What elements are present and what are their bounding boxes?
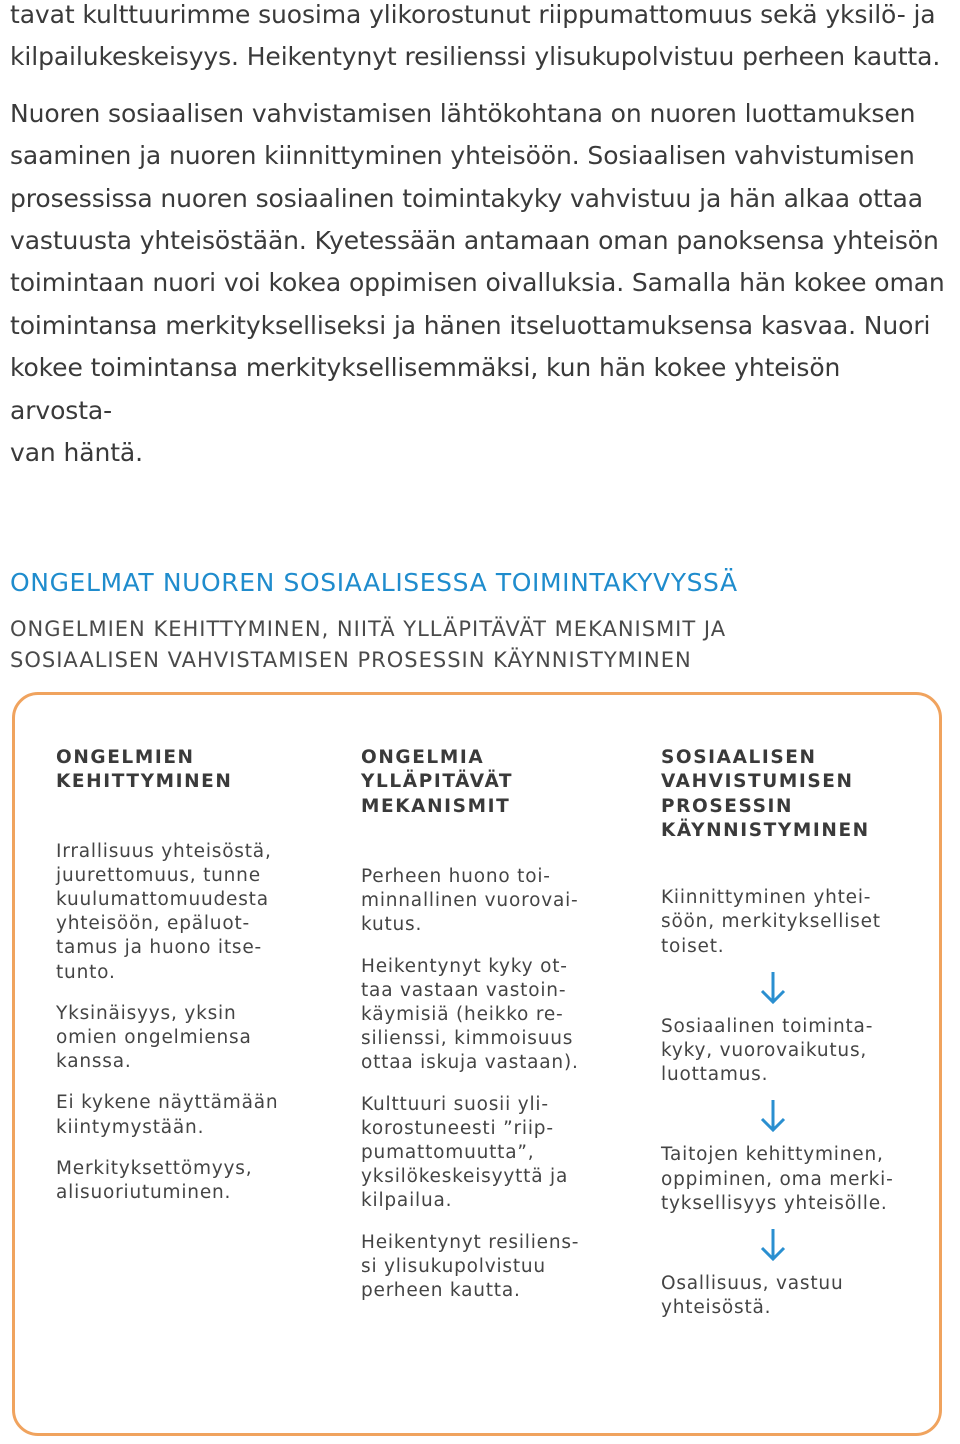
list-item	[661, 886, 926, 959]
item-line: kyky, vuorovaikutus,	[661, 1040, 868, 1061]
intro-paragraph-2	[10, 93, 950, 475]
intro-line: kilpailukeskeisyys. Heikentynyt resilienssi ylisukupolvistuu perheen kautta.	[10, 42, 941, 72]
intro-line: vastuusta yhteisöstään. Kyetessään antamaan oman panoksensa yhteisön	[10, 226, 939, 256]
intro-line: toimintaan nuori voi kokea oppimisen oivalluksia. Samalla hän kokee oman	[10, 268, 945, 298]
list-item	[361, 1093, 631, 1214]
intro-paragraph-1	[10, 0, 950, 79]
item-line: Yksinäisyys, yksin	[56, 1002, 237, 1024]
section-title: ONGELMAT NUOREN SOSIAALISESSA TOIMINTAKYVYSSÄ	[10, 568, 738, 597]
item-line: Kulttuuri suosii yli-	[361, 1093, 549, 1115]
item-line: tamus ja huono itse-	[56, 937, 262, 959]
list-item	[56, 840, 326, 985]
intro-line: kokee toimintansa merkityksellisemmäksi, kun hän kokee yhteisön arvosta-	[10, 353, 841, 425]
column-heading	[661, 746, 926, 843]
item-line: kiintymystään.	[56, 1116, 205, 1138]
heading-line: MEKANISMIT	[361, 795, 511, 817]
heading-line: VAHVISTUMISEN	[661, 771, 854, 793]
item-line: yhteisöön, epäluot-	[56, 913, 250, 935]
list-item	[361, 955, 631, 1076]
heading-line: SOSIAALISEN	[661, 747, 817, 768]
list-item	[661, 1015, 926, 1088]
item-line: käymisiä (heikko re-	[361, 1003, 564, 1025]
item-line: juurettomuus, tunne	[56, 864, 261, 886]
section-subtitle	[10, 614, 950, 676]
arrow-down-icon	[760, 971, 786, 1005]
item-line: Kiinnittyminen yhtei-	[661, 887, 872, 909]
intro-text	[10, 0, 950, 474]
item-line: söön, merkitykselliset	[661, 911, 881, 933]
item-line: kilpailua.	[361, 1190, 453, 1212]
item-line: Heikentynyt kyky ot-	[361, 955, 568, 977]
heading-line: YLLÄPITÄVÄT	[361, 771, 514, 793]
intro-line: van häntä.	[10, 438, 143, 468]
heading-line: ONGELMIEN	[56, 747, 195, 768]
column-empowerment-process	[661, 746, 926, 1320]
arrow-down-icon	[760, 1228, 786, 1262]
item-line: Sosiaalinen toiminta-	[661, 1015, 874, 1037]
heading-line: KÄYNNISTYMINEN	[661, 819, 870, 841]
list-item	[56, 1002, 326, 1075]
section-subtitle-line: SOSIAALISEN VAHVISTAMISEN PROSESSIN KÄYNNISTYMINEN	[10, 648, 692, 672]
item-line: yksilökeskeisyyttä ja	[361, 1166, 569, 1188]
list-item	[56, 1091, 326, 1139]
item-line: omien ongelmiensa	[56, 1027, 252, 1049]
column-maintaining-mechanisms	[361, 746, 631, 1303]
item-line: Merkityksettömyys,	[56, 1157, 253, 1179]
list-item	[661, 1143, 926, 1216]
item-line: kanssa.	[56, 1051, 132, 1073]
column-problems-development	[56, 746, 326, 1205]
list-item	[56, 1157, 326, 1205]
intro-line: Nuoren sosiaalisen vahvistamisen lähtökohtana on nuoren luottamuksen	[10, 98, 916, 128]
item-line: luottamus.	[661, 1064, 769, 1086]
item-line: Perheen huono toi-	[361, 865, 551, 887]
item-line: Osallisuus, vastuu	[661, 1273, 844, 1295]
intro-line: prosessissa nuoren sosiaalinen toimintakyky vahvistuu ja hän alkaa ottaa	[10, 183, 923, 213]
item-line: minnallinen vuorovai-	[361, 890, 579, 912]
item-line: si ylisukupolvistuu	[361, 1255, 546, 1277]
item-line: kutus.	[361, 914, 423, 936]
column-heading	[361, 746, 631, 819]
column-heading	[56, 746, 326, 795]
section-subtitle-line: ONGELMIEN KEHITTYMINEN, NIITÄ YLLÄPITÄVÄT MEKANISMIT JA	[10, 617, 727, 641]
item-line: tyksellisyys yhteisölle.	[661, 1192, 888, 1214]
item-line: silienssi, kimmoisuus	[361, 1028, 574, 1050]
intro-line: tavat kulttuurimme suosima ylikorostunut riippumattomuus sekä yksilö- ja	[10, 0, 936, 29]
item-line: yhteisöstä.	[661, 1297, 772, 1319]
item-line: pumattomuutta”,	[361, 1141, 535, 1163]
heading-line: KEHITTYMINEN	[56, 771, 233, 793]
intro-line: saaminen ja nuoren kiinnittyminen yhteisöön. Sosiaalisen vahvistumisen	[10, 141, 915, 171]
heading-line: PROSESSIN	[661, 795, 794, 817]
item-line: korostuneesti ”riip-	[361, 1117, 554, 1139]
item-line: Irrallisuus yhteisöstä,	[56, 840, 272, 862]
item-line: perheen kautta.	[361, 1279, 521, 1301]
arrow-down-icon	[760, 1099, 786, 1133]
item-line: Taitojen kehittyminen,	[661, 1144, 884, 1166]
item-line: ottaa iskuja vastaan).	[361, 1052, 579, 1074]
list-item	[361, 1231, 631, 1304]
item-line: kuulumattomuudesta	[56, 889, 269, 910]
item-line: taa vastaan vastoin-	[361, 979, 567, 1001]
item-line: Heikentynyt resiliens-	[361, 1231, 580, 1253]
heading-line: ONGELMIA	[361, 747, 485, 768]
intro-line: toimintansa merkitykselliseksi ja hänen itseluottamuksensa kasvaa. Nuori	[10, 310, 931, 340]
item-line: toiset.	[661, 935, 725, 957]
item-line: tunto.	[56, 961, 116, 983]
list-item	[361, 865, 631, 938]
item-line: oppiminen, oma merki-	[661, 1168, 894, 1190]
item-line: Ei kykene näyttämään	[56, 1092, 279, 1114]
item-line: alisuoriutuminen.	[56, 1182, 232, 1204]
list-item	[661, 1272, 926, 1320]
